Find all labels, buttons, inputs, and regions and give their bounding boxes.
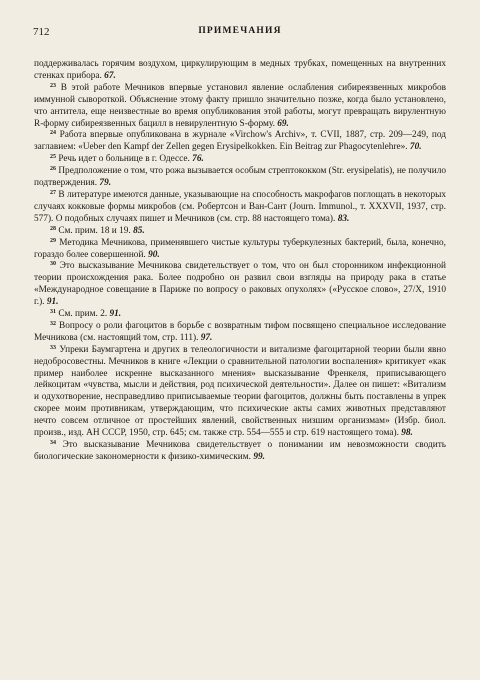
note-page-ref: 91. xyxy=(46,297,59,308)
note-page-ref: 99. xyxy=(253,451,265,462)
note-text: Это высказывание Мечникова свидетельствует о понимании им невозможности сводить биологические закономерности к физико-химическим. xyxy=(34,440,446,462)
note-text: Это высказывание Мечникова свидетельствует о том, что он был сторонником инфекционной теории происхождения рака. Более подробно он развил свои взгляды на природу рака в статье «Международное совещание в Париже по вопросу о раковых опухолях» («Русское слово», 27/X, 1910 г.). xyxy=(34,261,446,308)
note-page-ref: 83. xyxy=(337,213,350,224)
note-number: 34 xyxy=(50,440,56,446)
note-number: 29 xyxy=(50,237,56,244)
note-number: 33 xyxy=(50,344,56,351)
note-page-ref: 91. xyxy=(109,309,122,320)
note-page-ref: 70. xyxy=(409,142,422,153)
note-number: 23 xyxy=(50,82,56,89)
note-page-ref: 79. xyxy=(99,178,112,189)
note-number: 25 xyxy=(50,154,56,161)
running-title: ПРИМЕЧАНИЯ xyxy=(198,26,282,36)
note-text: Предположение о том, что рожа вызывается особым стрептококком (Str. erysipelatis), не получило подтверждения. xyxy=(34,166,446,189)
page-header xyxy=(33,26,447,40)
note-29 xyxy=(34,238,446,262)
note-text: В литературе имеются данные, указывающие на способность макрофагов поглощать в некоторых случаях кокковые формы микробов (см. Робертсон и Ван-Сант (Journ. Immunol., т. XXXVII, 1937, стр. 577). О подобных случаях пишет и Мечников (см. стр. 88 настоящего тома). xyxy=(34,189,447,224)
note-number: 24 xyxy=(50,130,56,137)
note-page-ref: 98. xyxy=(401,428,413,439)
note-text: В этой работе Мечников впервые установил явление ослабления сибиреязвенных микробов иммунной сывороткой. Объяснение этому факту пришло значительно позже, когда было установлено, что антитела, еще неизвестные во время опубликования этой работы, могут превращать вирулентную R-форму сибиреязвенных бацилл в невирулентную S-форму. xyxy=(34,82,446,129)
note-text: Работа впервые опубликована в журнале «Virchow's Archiv», т. CVII, 1887, стр. 209—249, под заглавием: «Ueber den Kampf der Zellen gegen Erysipelkokken. Ein Beitrag zur Phagocytenlehre». xyxy=(34,130,446,153)
note-text: См. прим. 2. xyxy=(58,309,108,320)
page-number: 712 xyxy=(33,26,50,38)
note-number: 30 xyxy=(50,261,56,268)
note-page-ref: 85. xyxy=(133,225,145,236)
note-28 xyxy=(34,226,446,238)
note-page-ref: 76. xyxy=(192,154,204,165)
note-text: Методика Мечникова, применявшего чистые культуры туберкулезных бактерий, была, конечно, гораздо более совершенной. xyxy=(34,237,447,260)
note-page-ref: 69. xyxy=(277,118,289,129)
note-number: 28 xyxy=(50,225,56,232)
note-number: 26 xyxy=(50,166,56,173)
note-30 xyxy=(34,261,446,309)
note-31 xyxy=(34,309,446,321)
note-continuation xyxy=(34,59,446,83)
note-26 xyxy=(34,166,446,190)
note-text: См. прим. 18 и 19. xyxy=(58,225,131,236)
note-page-ref: 97. xyxy=(200,332,213,343)
note-page-ref: 67. xyxy=(104,70,116,81)
note-text: Речь идет о больнице в г. Одессе. xyxy=(58,154,190,165)
note-24 xyxy=(34,130,446,154)
note-text: Упреки Баумгартена и других в телеологичности и витализме фагоцитарной теории были явно недобросовестны. Мечников в книге «Лекции о сравнительной патологии воспаления» критикует «как пример наиболее искренне высказанного мнения» высказывание Френкеля, приписывающего лейкоцитам «чувства, мысли и действия, род психической деятельности». Далее он пишет: «Витализм и одухотворение, несправедливо приписываемые теории фагоцитов, должны быть поставлены в упрек скорее моим противникам, утверждающим, что психические акты самих животных представляют нечто совсем отличное от простейших явлений, свойственных низшим организмам» (Избр. биол. произв., изд. АН СССР, 1950, стр. 645; см. также стр. 554—555 и стр. 619 настоящего тома). xyxy=(34,344,447,439)
note-number: 27 xyxy=(50,189,56,196)
note-32 xyxy=(34,321,446,345)
note-27 xyxy=(34,190,446,226)
note-number: 32 xyxy=(50,320,56,327)
note-number: 31 xyxy=(50,309,56,316)
note-25 xyxy=(34,154,446,166)
note-text: Вопросу о роли фагоцитов в борьбе с возвратным тифом посвящено специальное исследование Мечникова (см. настоящий том, стр. 111). xyxy=(34,320,446,343)
note-text: поддерживалась горячим воздухом, циркулирующим в медных трубках, помещенных на внутренних стенках прибора. xyxy=(34,59,446,81)
note-34 xyxy=(34,440,446,464)
notes-body xyxy=(34,59,446,464)
note-23 xyxy=(34,83,446,131)
note-page-ref: 90. xyxy=(148,249,160,260)
note-33 xyxy=(34,345,446,440)
